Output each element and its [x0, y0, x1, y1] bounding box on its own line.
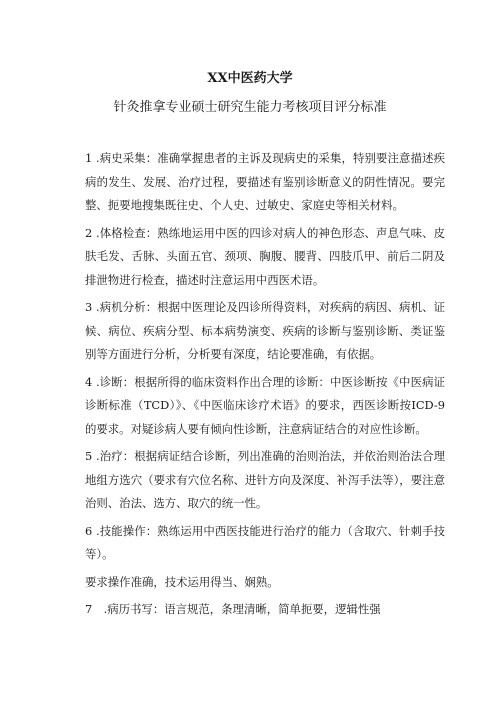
document-title-university: XX中医药大学	[207, 71, 293, 86]
paragraph-operation-requirement: 要求操作准确，技术运用得当、娴熟。	[85, 574, 279, 589]
paragraph-medical-record: 7 .病历书写：语言规范，条理清晰，简单扼要，逻辑性强	[85, 602, 381, 616]
paragraph-pathogenesis-analysis: 3 .病机分析：根据中医理论及四诊所得资料，对疾病的病因、病机、证候、病位、疾病分型、标本病势演变、疾病的诊断与鉴别诊断、类证鉴别等方面进行分析，分析要有深度，结论要准确，有依据。	[85, 300, 445, 361]
document-title-standard: 针灸推拿专业硕士研究生能力考核项目评分标准	[113, 100, 387, 115]
paragraph-treatment: 5 .治疗：根据病证结合诊断，列出准确的治则治法，并依治则治法合理地组方选穴（要求有穴位名称、进针方向及深度、补泻手法等），要注意治则、治法、选方、取穴的统一性。	[85, 449, 445, 510]
paragraph-history-taking: 1 .病史采集：准确掌握患者的主诉及现病史的采集，特别要注意描述疾病的发生、发展、治疗过程，要描述有鉴别诊断意义的阴性情况。要完整、扼要地搜集既往史、个人史、过敏史、家庭史等相关材料。	[85, 151, 445, 212]
paragraph-physical-exam: 2 .体格检查：熟练地运用中医的四诊对病人的神色形态、声息气味、皮肤毛发、舌脉、头面五官、颈项、胸腹、腰背、四肢爪甲、前后二阴及排泄物进行检查，描述时注意运用中西医术语。	[85, 225, 445, 287]
paragraph-diagnosis: 4 .诊断：根据所得的临床资料作出合理的诊断：中医诊断按《中医病证诊断标准（TCD）》、《中医临床诊疗术语》的要求，西医诊断按ICD-9的要求。对疑诊病人要有倾向性诊断，注意病证结合的对应性诊断。	[85, 374, 445, 436]
paragraph-skill-operation: 6 .技能操作：熟练运用中西医技能进行治疗的能力（含取穴、针刺手技等）。	[85, 523, 445, 561]
document-body	[85, 147, 445, 626]
